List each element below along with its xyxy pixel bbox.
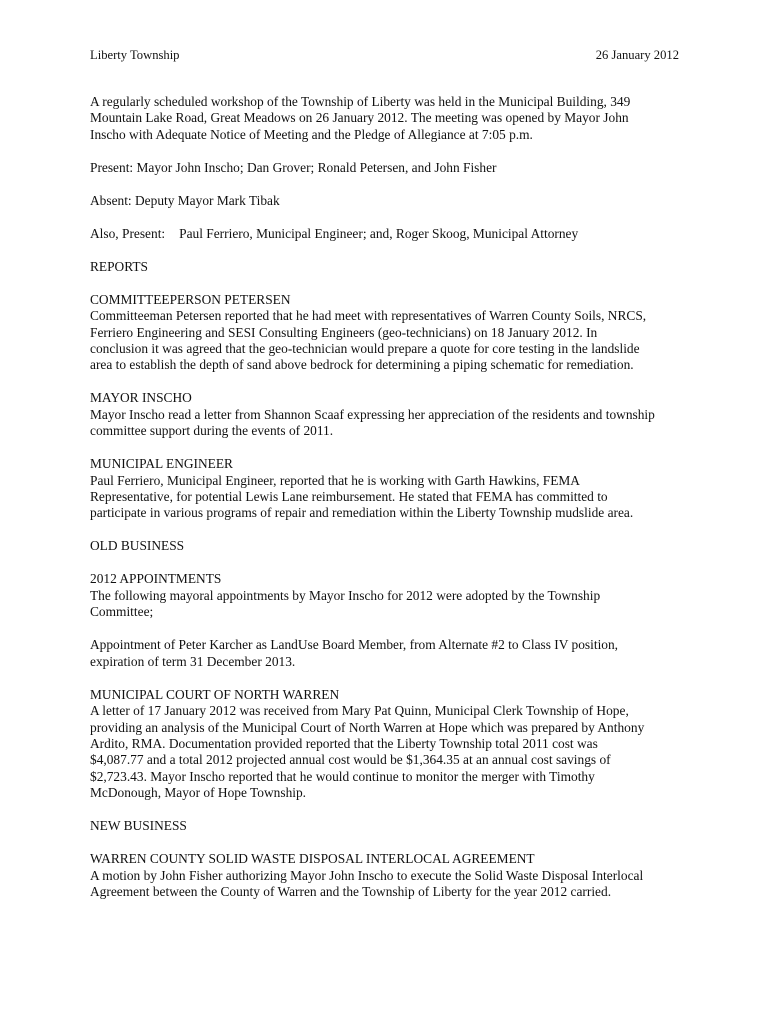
section-heading: 2012 APPOINTMENTS	[90, 571, 222, 587]
section-heading: COMMITTEEPERSON PETERSEN	[90, 291, 291, 307]
section-line: Ardito, RMA. Documentation provided reported that the Liberty Township total 2011 cost was	[90, 735, 598, 751]
reports-heading: REPORTS	[90, 258, 148, 274]
section-line: A motion by John Fisher authorizing Mayor John Inscho to execute the Solid Waste Disposal Interlocal	[90, 867, 644, 883]
section-line: committee support during the events of 2011.	[90, 423, 334, 439]
municipal-engineer-section	[90, 456, 680, 522]
section-line: Committee;	[90, 604, 154, 620]
absent-paragraph	[90, 193, 680, 209]
also-present-label: Also, Present:	[90, 225, 166, 241]
section-line: Ferriero Engineering and SESI Consulting Engineers (geo-technicians) on 18 January 2012. In	[90, 324, 598, 340]
intro-line: Mountain Lake Road, Great Meadows on 26 January 2012. The meeting was opened by Mayor John	[90, 110, 629, 126]
reports-heading-block	[90, 259, 680, 275]
section-line: participate in various programs of repair and remediation within the Liberty Township mudslide area.	[90, 505, 634, 521]
section-heading: MAYOR INSCHO	[90, 390, 192, 406]
new-business-heading-block	[90, 818, 680, 834]
section-line: Appointment of Peter Karcher as LandUse Board Member, from Alternate #2 to Class IV position,	[90, 637, 619, 653]
section-line: The following mayoral appointments by Mayor Inscho for 2012 were adopted by the Township	[90, 587, 601, 603]
section-line: $4,087.77 and a total 2012 projected annual cost would be $1,364.35 at an annual cost savings of	[90, 752, 611, 768]
solid-waste-section	[90, 851, 680, 900]
section-line: Representative, for potential Lewis Lane reimbursement. He stated that FEMA has committed to	[90, 489, 608, 505]
section-line: Mayor Inscho read a letter from Shannon Scaaf expressing her appreciation of the residents and township	[90, 406, 655, 422]
present-paragraph	[90, 160, 680, 176]
absent-text: Absent: Deputy Mayor Mark Tibak	[90, 192, 280, 208]
new-business-heading: NEW BUSINESS	[90, 818, 187, 834]
header-township: Liberty Township	[90, 48, 180, 62]
committee-petersen-section	[90, 292, 680, 374]
old-business-heading: OLD BUSINESS	[90, 538, 185, 554]
appointments-section	[90, 571, 680, 620]
section-line: Agreement between the County of Warren and the Township of Liberty for the year 2012 carried.	[90, 883, 612, 899]
section-heading: MUNICIPAL COURT OF NORTH WARREN	[90, 686, 340, 702]
section-line: providing an analysis of the Municipal Court of North Warren at Hope which was prepared by Anthony	[90, 719, 645, 735]
karcher-appointment-paragraph	[90, 637, 680, 670]
section-line: $2,723.43. Mayor Inscho reported that he would continue to monitor the merger with Timothy	[90, 768, 595, 784]
present-text: Present: Mayor John Inscho; Dan Grover; Ronald Petersen, and John Fisher	[90, 159, 497, 175]
section-heading: MUNICIPAL ENGINEER	[90, 456, 233, 472]
municipal-court-section	[90, 687, 680, 802]
also-present-line	[90, 226, 680, 242]
section-line: conclusion it was agreed that the geo-technician would prepare a quote for core testing in the landslide	[90, 341, 640, 357]
section-line: Paul Ferriero, Municipal Engineer, reported that he is working with Garth Hawkins, FEMA	[90, 472, 580, 488]
section-heading: WARREN COUNTY SOLID WASTE DISPOSAL INTERLOCAL AGREEMENT	[90, 851, 535, 867]
section-line: McDonough, Mayor of Hope Township.	[90, 785, 307, 801]
section-line: expiration of term 31 December 2013.	[90, 653, 296, 669]
document-body	[90, 94, 680, 917]
section-line: A letter of 17 January 2012 was received from Mary Pat Quinn, Municipal Clerk Township of Hope,	[90, 703, 629, 719]
section-line: area to establish the depth of sand above bedrock for determining a piping schematic for remediation.	[90, 357, 634, 373]
mayor-inscho-section	[90, 390, 680, 439]
intro-paragraph	[90, 94, 680, 143]
old-business-heading-block	[90, 538, 680, 554]
page-header	[90, 48, 679, 63]
also-present-text: Paul Ferriero, Municipal Engineer; and, Roger Skoog, Municipal Attorney	[179, 225, 579, 241]
header-date: 26 January 2012	[595, 48, 679, 62]
intro-line: A regularly scheduled workshop of the Township of Liberty was held in the Municipal Building, 349	[90, 94, 631, 109]
section-line: Committeeman Petersen reported that he had meet with representatives of Warren County Soils, NRCS,	[90, 308, 647, 324]
also-present-paragraph	[90, 226, 680, 242]
intro-line: Inscho with Adequate Notice of Meeting and the Pledge of Allegiance at 7:05 p.m.	[90, 126, 533, 142]
